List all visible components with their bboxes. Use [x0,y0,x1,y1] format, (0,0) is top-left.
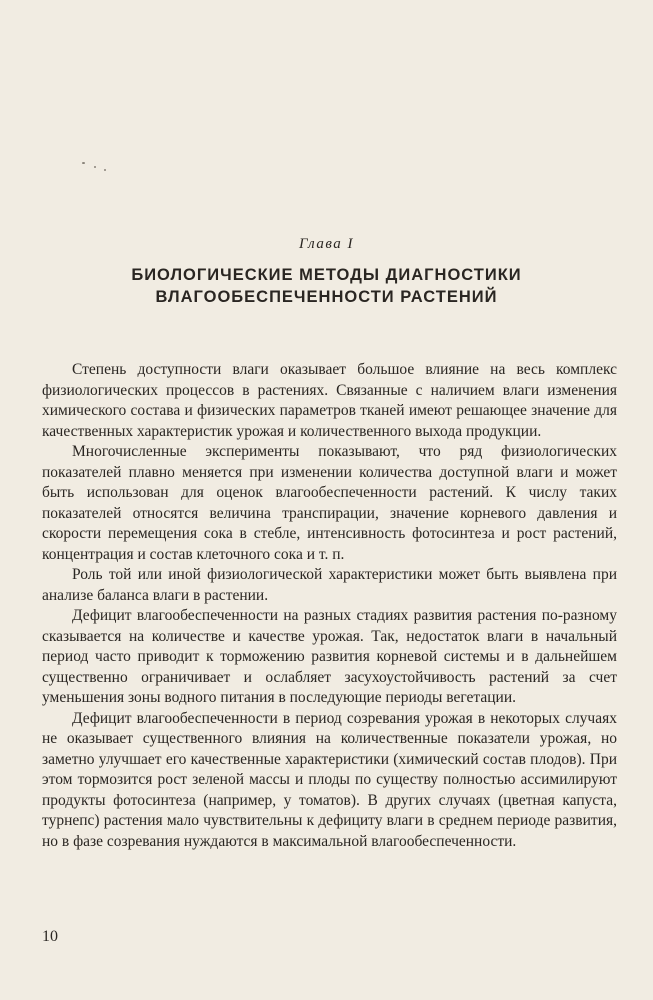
paragraph-4: Дефицит влагообеспеченности на разных стадиях развития растения по-разному сказывается на количестве и качестве урожая. Так, недостаток влаги в начальный период часто приводит к торможению развития корневой системы и в дальнейшем существенно ограничивает и ослабляет засухоустойчивость растений за счет уменьшения зоны водного питания в последующие периоды вегетации. [42,607,617,706]
chapter-label: Глава I [298,236,355,252]
paragraph-2: Многочисленные эксперименты показывают, что ряд физиологических показателей плавно меняется при изменении количества доступной влаги и может быть использован для оценок влагообеспеченности растений. К числу таких показателей относятся величина транспирации, значение корневого давления и скорости перемещения сока в стебле, интенсивность фотосинтеза и рост растений, концентрация и состав клеточного сока и т. п. [42,443,617,563]
print-specks [82,160,112,172]
chapter-title-line-2: ВЛАГООБЕСПЕЧЕННОСТИ РАСТЕНИЙ [155,288,498,306]
paragraph-3: Роль той или иной физиологической характеристики может быть выявлена при анализе баланса влаги в растении. [42,566,617,604]
chapter-title [60,264,593,308]
paragraph-5: Дефицит влагообеспеченности в период созревания урожая в некоторых случаях не оказывает существенного влияния на количественные показатели урожая, но заметно улучшает его качественные характеристики (химический состав плодов). При этом тормозится рост зеленой массы и плоды по существу полностью ассимилируют продукты фотосинтеза (например, у томатов). В других случаях (цветная капуста, турнепс) растения мало чувствительны к дефициту влаги в среднем периоде развития, но в фазе созревания нуждаются в максимальной влагообеспеченности. [42,709,617,850]
page-number: 10 [42,928,58,945]
paragraph-1: Степень доступности влаги оказывает большое влияние на весь комплекс физиологических процессов в растениях. Связанные с наличием влаги изменения химического состава и физических параметров тканей имеют решающее значение для качественных характеристик урожая и количественного выхода продукции. [42,361,617,440]
chapter-body [42,360,617,852]
chapter-title-line-1: БИОЛОГИЧЕСКИЕ МЕТОДЫ ДИАГНОСТИКИ [131,266,522,284]
